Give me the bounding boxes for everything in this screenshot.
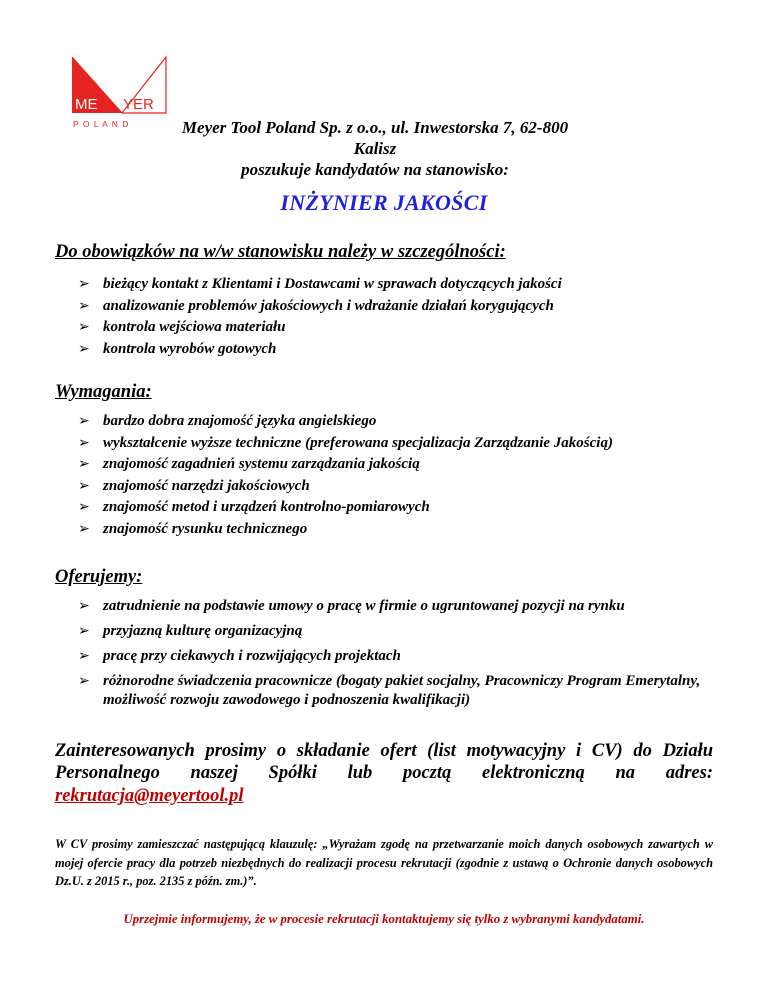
list-item: ➢ bieżący kontakt z Klientami i Dostawcami w sprawach dotyczących jakości bbox=[78, 274, 562, 296]
list-item: ➢ przyjazną kulturę organizacyjną bbox=[78, 622, 718, 641]
svg-text:P O L A N D: P O L A N D bbox=[73, 119, 130, 129]
list-item: ➢ różnorodne świadczenia pracownicze (bogaty pakiet socjalny, Pracowniczy Program Emerytalny, możliwość rozwoju zawodowego i podnoszenia kwalifikacji) bbox=[78, 672, 718, 710]
duties-list bbox=[78, 274, 562, 360]
hiring-line: poszukuje kandydatów na stanowisko: bbox=[241, 160, 509, 179]
offer-list bbox=[78, 597, 718, 716]
list-item: ➢ bardzo dobra znajomość języka angielskiego bbox=[78, 411, 613, 433]
list-item: ➢ kontrola wyrobów gotowych bbox=[78, 339, 562, 361]
list-item: ➢ kontrola wejściowa materiału bbox=[78, 317, 562, 339]
gdpr-clause: W CV prosimy zamieszczać następującą klauzulę: „Wyrażam zgodę na przetwarzanie moich danych osobowych zawartych w mojej ofercie pracy dla potrzeb niezbędnych do realizacji procesu rekrutacji (zgodnie z ustawą o Ochronie danych osobowych Dz.U. z 2015 r., poz. 2135 z późn. zm.)”. bbox=[55, 837, 713, 888]
company-address: Meyer Tool Poland Sp. z o.o., ul. Inwestorska 7, 62-800 Kalisz bbox=[181, 118, 569, 158]
list-item: ➢ analizowanie problemów jakościowych i wdrażanie działań korygujących bbox=[78, 296, 562, 318]
requirements-list bbox=[78, 411, 613, 540]
list-item: ➢ wykształcenie wyższe techniczne (preferowana specjalizacja Zarządzanie Jakością) bbox=[78, 433, 613, 455]
email-link[interactable]: rekrutacja@meyertool.pl bbox=[55, 786, 244, 806]
svg-text:YER: YER bbox=[123, 96, 154, 113]
recruitment-notice: Uprzejmie informujemy, że w procesie rekrutacji kontaktujemy się tylko z wybranymi kandydatami. bbox=[123, 912, 645, 926]
list-item: ➢ znajomość narzędzi jakościowych bbox=[78, 476, 613, 498]
list-item: ➢ znajomość rysunku technicznego bbox=[78, 519, 613, 541]
company-header bbox=[175, 117, 575, 180]
list-item: ➢ pracę przy ciekawych i rozwijających projektach bbox=[78, 647, 718, 666]
offer-heading: Oferujemy: bbox=[55, 567, 143, 587]
list-item: ➢ znajomość zagadnień systemu zarządzania jakością bbox=[78, 454, 613, 476]
list-item: ➢ znajomość metod i urządzeń kontrolno-pomiarowych bbox=[78, 497, 613, 519]
job-title: INŻYNIER JAKOŚCI bbox=[280, 190, 488, 215]
svg-text:ME: ME bbox=[75, 96, 98, 113]
duties-heading: Do obowiązków na w/w stanowisku należy w szczególności: bbox=[55, 242, 506, 262]
list-item: ➢ zatrudnienie na podstawie umowy o pracę w firmie o ugruntowanej pozycji na rynku bbox=[78, 597, 718, 616]
requirements-heading: Wymagania: bbox=[55, 382, 152, 402]
contact-text: Zainteresowanych prosimy o składanie ofert (list motywacyjny i CV) do Działu Personalnego naszej Spółki lub pocztą elektroniczną na adres: bbox=[55, 741, 713, 783]
meyer-poland-logo bbox=[70, 55, 170, 133]
